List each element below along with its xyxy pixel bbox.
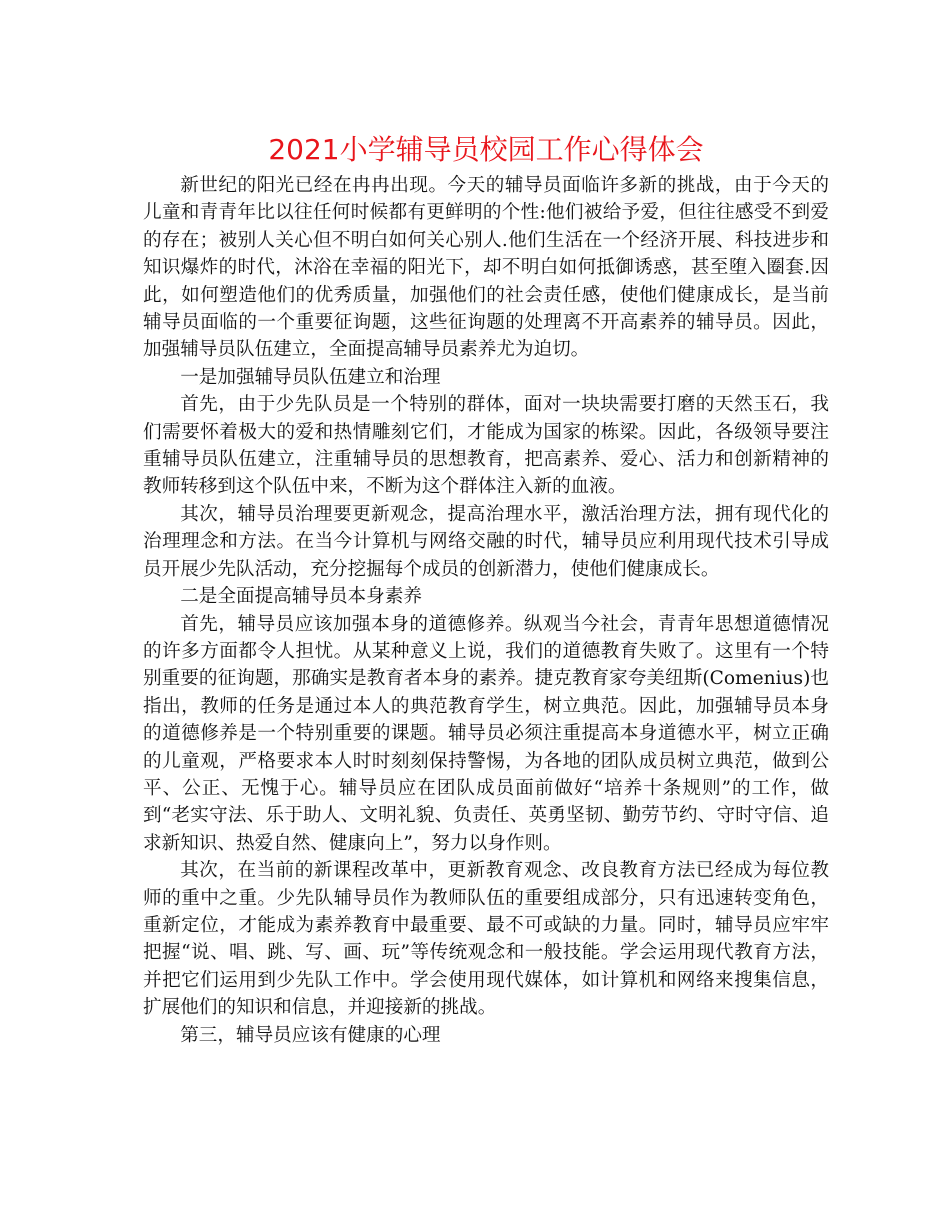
paragraph-section1-first: 首先，由于少先队员是一个特别的群体，面对一块块需要打磨的天然玉石，我们需要怀着极大的爱和热情雕刻它们，才能成为国家的栋梁。因此，各级领导要注重辅导员队伍建立，注重辅导员的思想教育，把高素养、爱心、活力和创新精神的教师转移到这个队伍中来，不断为这个群体注入新的血液。 bbox=[143, 394, 829, 498]
document-page bbox=[143, 120, 829, 1049]
section-heading-2: 二是全面提高辅导员本身素养 bbox=[180, 586, 422, 608]
paragraph-section1-second: 其次，辅导员治理要更新观念，提高治理水平，激活治理方法，拥有现代化的治理理念和方法。在当今计算机与网络交融的时代，辅导员应利用现代技术引导成员开展少先队活动，充分挖掘每个成员的创新潜力，使他们健康成长。 bbox=[143, 503, 829, 580]
paragraph-section2-third: 第三，辅导员应该有健康的心理 bbox=[180, 1024, 441, 1046]
paragraph-intro: 新世纪的阳光已经在冉冉出现。今天的辅导员面临许多新的挑战，由于今天的儿童和青青年比以往任何时候都有更鲜明的个性:他们被给予爱，但往往感受不到爱的存在；被别人关心但不明白如何关心别人.他们生活在一个经济开展、科技进步和知识爆炸的时代，沐浴在幸福的阳光下，却不明白如何抵御诱惑，甚至堕入圈套.因此，如何塑造他们的优秀质量，加强他们的社会责任感，使他们健康成长，是当前辅导员面临的一个重要征询题，这些征询题的处理离不开高素养的辅导员。因此，加强辅导员队伍建立，全面提高辅导员素养尤为迫切。 bbox=[143, 175, 829, 361]
paragraph-section2-first: 首先，辅导员应该加强本身的道德修养。纵观当今社会，青青年思想道德情况的许多方面都令人担忧。从某种意义上说，我们的道德教育失败了。这里有一个特别重要的征询题，那确实是教育者本身的素养。捷克教育家夸美纽斯(Comenius)也指出，教师的任务是通过本人的典范教育学生，树立典范。因此，加强辅导员本身的道德修养是一个特别重要的课题。辅导员必须注重提高本身道德水平，树立正确的儿童观，严格要求本人时时刻刻保持警惕，为各地的团队成员树立典范，做到公平、公正、无愧于心。辅导员应在团队成员面前做好“培养十条规则”的工作，做到“老实守法、乐于助人、文明礼貌、负责任、英勇坚韧、勤劳节约、守时守信、追求新知识、热爱自然、健康向上”，努力以身作则。 bbox=[143, 613, 829, 854]
document-body bbox=[143, 172, 829, 1049]
paragraph-section2-second: 其次，在当前的新课程改革中，更新教育观念、改良教育方法已经成为每位教师的重中之重。少先队辅导员作为教师队伍的重要组成部分，只有迅速转变角色，重新定位，才能成为素养教育中最重要、最不可或缺的力量。同时，辅导员应牢牢把握“说、唱、跳、写、画、玩”等传统观念和一般技能。学会运用现代教育方法，并把它们运用到少先队工作中。学会使用现代媒体，如计算机和网络来搜集信息，扩展他们的知识和信息，并迎接新的挑战。 bbox=[143, 860, 829, 1019]
section-heading-1: 一是加强辅导员队伍建立和治理 bbox=[180, 366, 441, 388]
document-title: 2021小学辅导员校园工作心得体会 bbox=[268, 133, 704, 166]
